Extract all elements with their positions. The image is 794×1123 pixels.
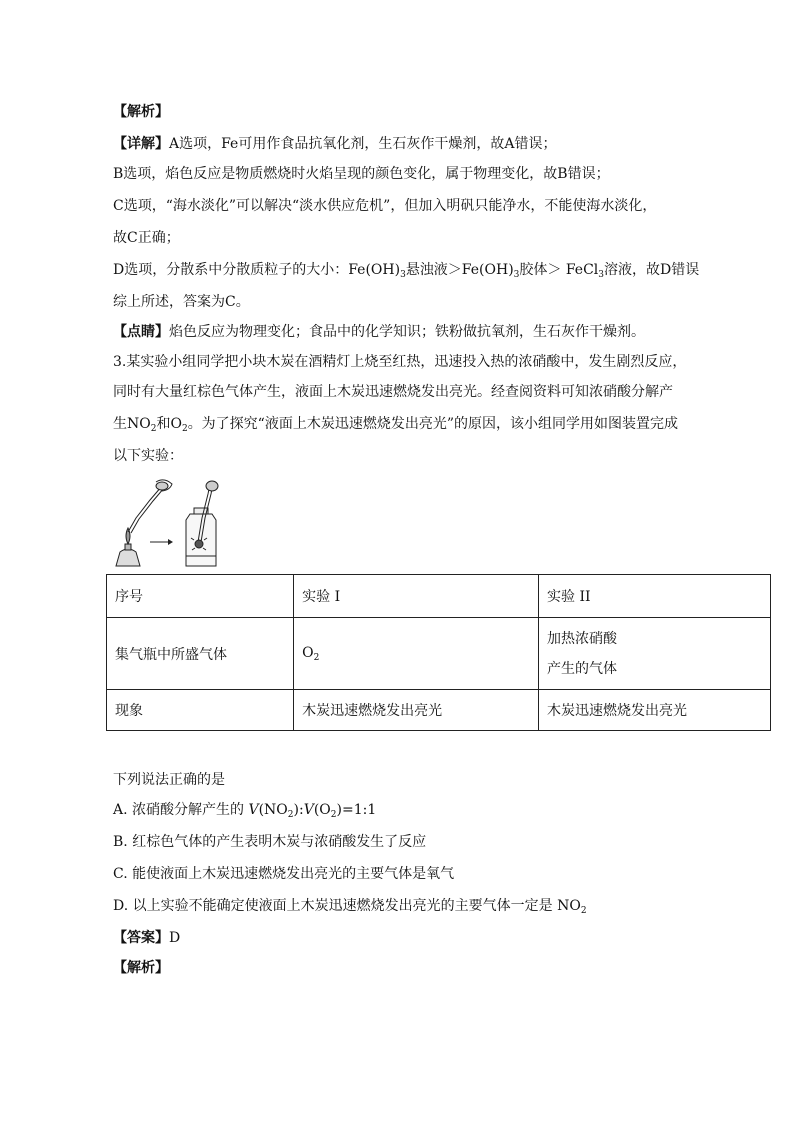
question3-line4: 以下实验： — [113, 448, 183, 464]
tongs-with-charcoal — [128, 480, 172, 533]
alcohol-lamp — [116, 528, 140, 566]
option-c-conclusion: 故C正确； — [113, 230, 180, 246]
table-header-row — [107, 575, 771, 618]
tip-paragraph — [113, 322, 645, 342]
tip-text: 焰色反应为物理变化；食品中的化学知识；铁粉做抗氧剂，生石灰作干燥剂。 — [169, 324, 645, 340]
option-d: D. 以上实验不能确定使液面上木炭迅速燃烧发出亮光的主要气体一定是 $NO_2$ — [113, 898, 587, 916]
detail-text: A选项，Fe可用作食品抗氧化剂，生石灰作干燥剂，故A错误； — [169, 136, 557, 152]
gas-bottle — [186, 508, 216, 566]
question3-line3: 生$NO_2$和$O_2$。为了探究“液面上木炭迅速燃烧发出亮光”的原因，该小组同学用如图装置完成 — [113, 416, 678, 434]
table-cell: 实验 II — [539, 575, 771, 618]
option-c: C. 能使液面上木炭迅速燃烧发出亮光的主要气体是氧气 — [113, 866, 455, 882]
option-b: B. 红棕色气体的产生表明木炭与浓硝酸发生了反应 — [113, 834, 427, 850]
analysis-heading: 【解析】 — [113, 104, 169, 120]
option-b-explanation: B选项，焰色反应是物质燃烧时火焰呈现的颜色变化，属于物理变化，故B错误； — [113, 166, 610, 182]
tip-tag: 【点睛】 — [113, 324, 169, 340]
table-cell: 集气瓶中所盛气体 — [107, 618, 294, 690]
arrow-icon — [168, 539, 173, 545]
table-cell: 木炭迅速燃烧发出亮光 — [294, 690, 539, 731]
question-stem: 下列说法正确的是 — [113, 772, 225, 788]
table-cell: 实验 I — [294, 575, 539, 618]
table-cell: 现象 — [107, 690, 294, 731]
question3-line2: 同时有大量红棕色气体产生，液面上木炭迅速燃烧发出亮光。经查阅资料可知浓硝酸分解产 — [113, 384, 673, 400]
table-cell: $O_2$ — [294, 618, 539, 690]
experiment-table — [106, 574, 771, 731]
table-cell: 加热浓硝酸 产生的气体 — [539, 618, 771, 690]
option-c-explanation: C选项，“海水淡化”可以解决“淡水供应危机”，但加入明矾只能净水，不能使海水淡化， — [113, 198, 657, 214]
table-cell: 序号 — [107, 575, 294, 618]
option-a: A. 浓硝酸分解产生的 $V(NO_2):V(O_2)=1:1$ — [113, 802, 377, 820]
detail-tag: 【详解】 — [113, 136, 169, 152]
table-row — [107, 690, 771, 731]
apparatus-figure — [112, 478, 224, 568]
table-cell: 木炭迅速燃烧发出亮光 — [539, 690, 771, 731]
answer-value: D — [169, 930, 181, 946]
summary-line: 综上所述，答案为C。 — [113, 294, 250, 310]
analysis-heading-2: 【解析】 — [113, 960, 169, 976]
question3-line1: 3.某实验小组同学把小块木炭在酒精灯上烧至红热，迅速投入热的浓硝酸中，发生剧烈反应， — [113, 354, 687, 370]
answer-tag: 【答案】 — [113, 930, 169, 946]
answer-line — [113, 928, 180, 948]
detail-paragraph — [113, 134, 556, 154]
option-d-explanation: D选项，分散系中分散质粒子的大小：$Fe(OH)_3$悬浊液$>Fe(OH)_3$胶体＞ FeCl$_3$溶液，故D错误 — [113, 262, 700, 280]
table-row — [107, 618, 771, 690]
